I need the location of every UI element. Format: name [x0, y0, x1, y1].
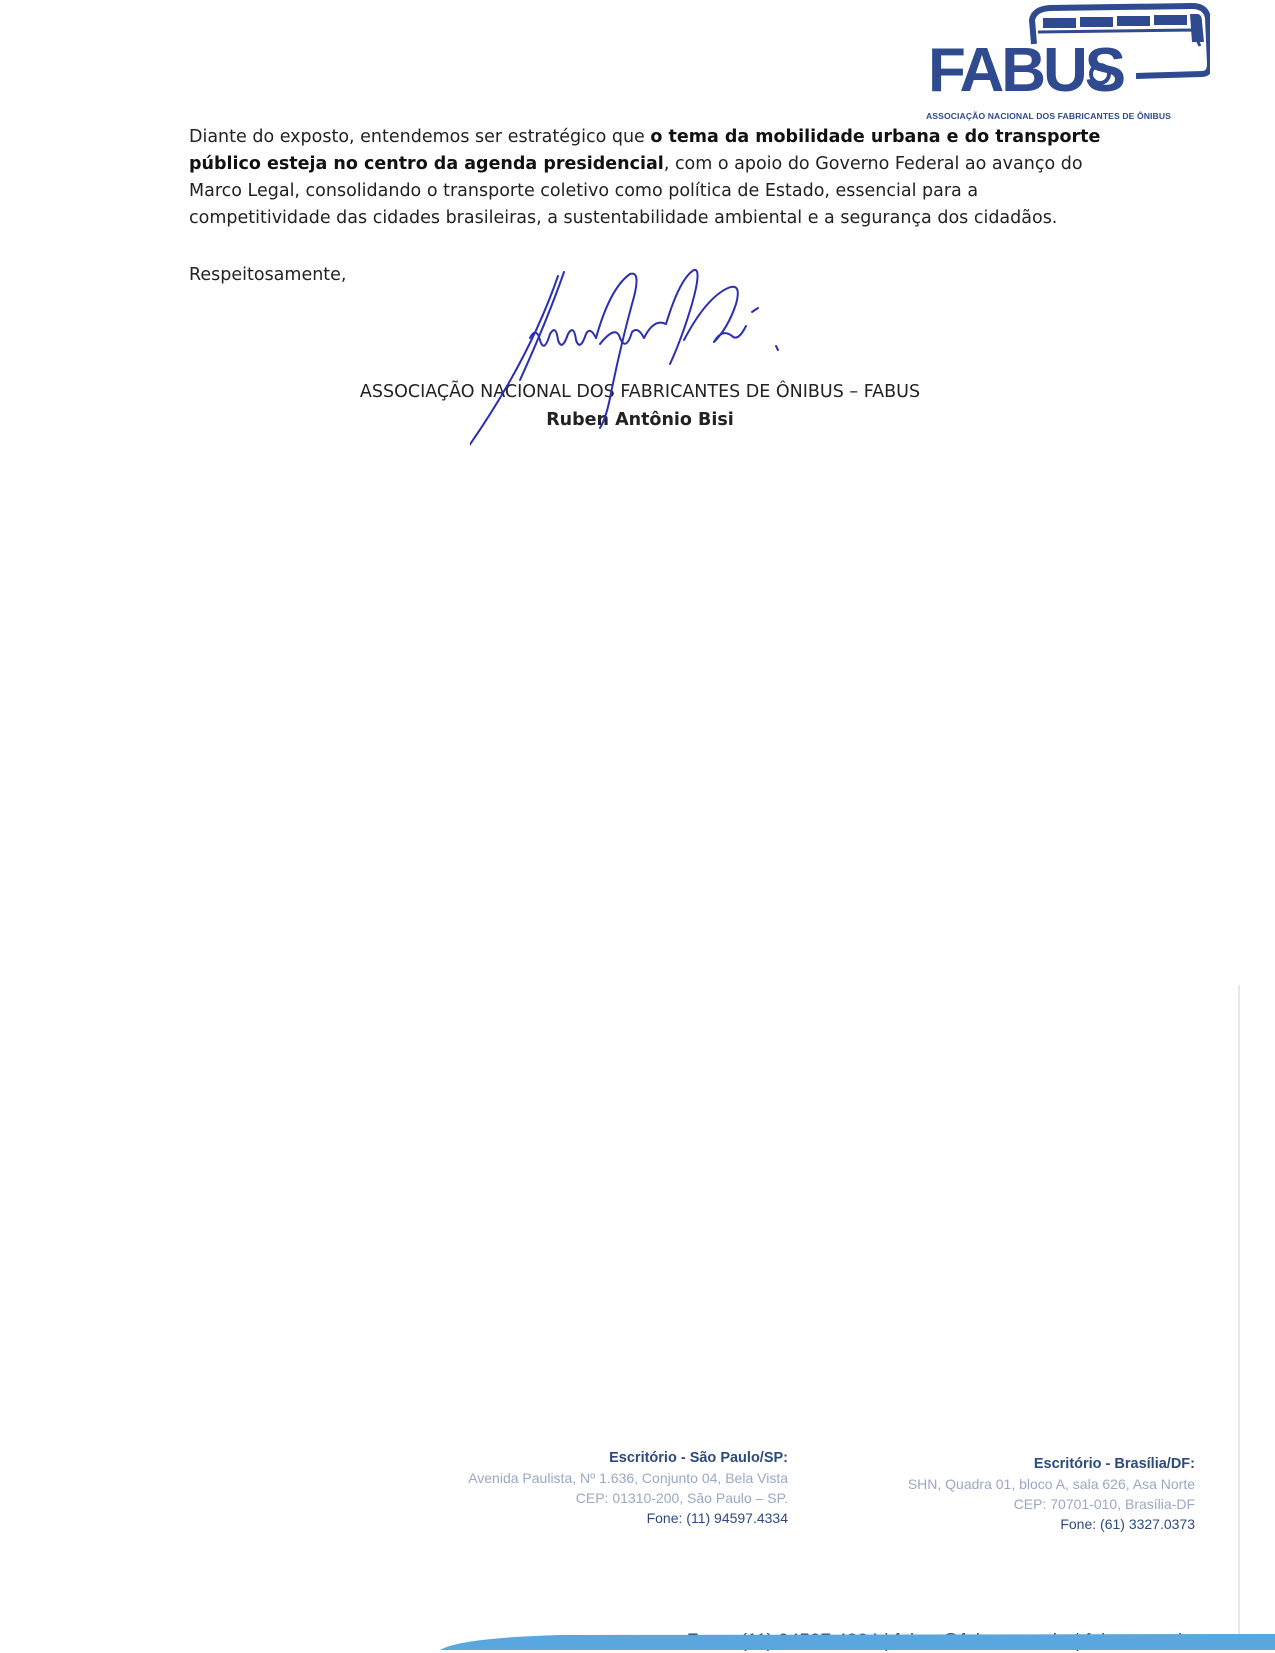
handwritten-signature — [470, 268, 850, 468]
office-df-title: Escritório - Brasília/DF: — [1033, 1456, 1195, 1472]
signer-name: Ruben Antônio Bisi — [546, 410, 734, 430]
closing-salutation: Respeitosamente, — [189, 265, 347, 285]
office-brasilia — [908, 1454, 1195, 1534]
logo-wordmark: FABUS — [928, 36, 1124, 105]
office-sao-paulo — [468, 1448, 788, 1528]
fabus-logo — [922, 2, 1210, 122]
page-edge-divider — [1238, 985, 1240, 1650]
footer-wave-band — [440, 1632, 1275, 1650]
body-intro: Diante do exposto, entendemos ser estratégico que — [189, 127, 651, 147]
office-df-cep: CEP: 70701-010, Brasília-DF — [1013, 1496, 1195, 1512]
logo-tagline: ASSOCIAÇÃO NACIONAL DOS FABRICANTES DE ÔNIBUS — [926, 111, 1171, 121]
office-sp-address: Avenida Paulista, Nº 1.636, Conjunto 04, Bela Vista — [468, 1470, 788, 1486]
office-sp-cep: CEP: 01310-200, São Paulo – SP. — [575, 1490, 788, 1506]
signer-organization: ASSOCIAÇÃO NACIONAL DOS FABRICANTES DE ÔNIBUS – FABUS — [359, 382, 921, 402]
body-emphasis: o tema da mobilidade urbana e do transporte público esteja no centro da agenda presidencial — [189, 127, 1101, 174]
office-df-address: SHN, Quadra 01, bloco A, sala 626, Asa Norte — [907, 1476, 1195, 1492]
body-rest: , com o apoio do Governo Federal ao avanço do Marco Legal, consolidando o transporte coletivo como política de Estado, essencial para a competitividade das cidades brasileiras, a sustentabilidade ambiental e a segurança dos cidadãos. — [189, 154, 1083, 228]
body-paragraph — [189, 124, 1109, 232]
office-sp-phone: Fone: (11) 94597.4334 — [646, 1510, 788, 1526]
office-df-phone: Fone: (61) 3327.0373 — [1060, 1516, 1195, 1532]
office-sp-title: Escritório - São Paulo/SP: — [609, 1450, 788, 1466]
